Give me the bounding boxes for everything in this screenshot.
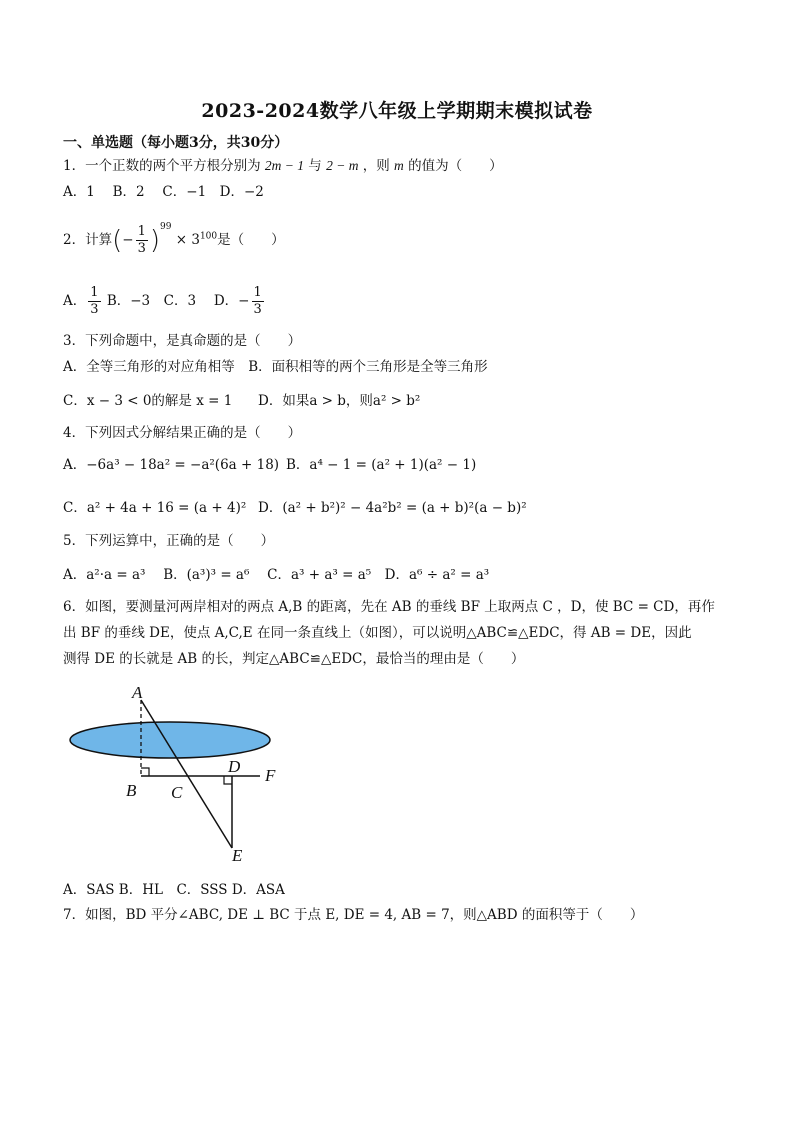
river-ellipse [70, 722, 270, 758]
label-a: A [132, 683, 143, 702]
question-6-line-1: 6．如图，要测量河两岸相对的两点 A,B 的距离，先在 AB 的垂线 BF 上取两点 C ，D，使 BC = CD，再作 [63, 599, 715, 615]
question-1-options: A．1 B．2 C．−1 D．−2 [63, 184, 264, 200]
question-6-line-2: 出 BF 的垂线 DE，使点 A,C,E 在同一条直线上（如图），可以说明△ABC≌△EDC，得 AB = DE，因此 [63, 625, 692, 641]
question-6-line-3: 测得 DE 的长就是 AB 的长，判定△ABC≌△EDC，最恰当的理由是（ ） [63, 651, 525, 667]
q1-text-a: 1．一个正数的两个平方根分别为 [63, 158, 261, 174]
question-5-options: A．a²·a = a³ B．(a³)³ = a⁶ C．a³ + a³ = a⁵ D．a⁶ ÷ a² = a³ [63, 567, 490, 583]
question-3-options-ab: A．全等三角形的对应角相等 B．面积相等的两个三角形是全等三角形 [63, 359, 488, 375]
label-f: F [265, 766, 276, 785]
section-heading: 一、单选题（每小题3分，共30分） [63, 135, 289, 151]
question-4-stem: 4．下列因式分解结果正确的是（ ） [63, 425, 302, 441]
q2-option-a-fraction: $\frac{1}{3}$ [90, 285, 99, 317]
question-4-option-c: C．a² + 4a + 16 = (a + 4)² [63, 500, 247, 516]
river-figure-svg [60, 680, 300, 870]
question-3-stem: 3．下列命题中，是真命题的是（ ） [63, 333, 302, 349]
q1-expr-1: 2m − 1 [264, 158, 304, 173]
q2-left-paren: ( [112, 225, 123, 256]
q2-exponent-1: 99 [160, 221, 172, 232]
river-figure [60, 680, 300, 870]
right-angle-d [224, 776, 232, 784]
q2-option-a-label: A． [63, 293, 87, 309]
question-3-option-d: D．如果a > b，则a² > b² [258, 393, 421, 409]
q2-options-bcd: B．−3 C．3 D．− [106, 293, 250, 309]
question-7-stem: 7．如图，BD 平分∠ABC, DE ⊥ BC 于点 E, DE = 4, AB = 7，则△ABD 的面积等于（ ） [63, 907, 644, 923]
question-4-option-d: D．(a² + b²)² − 4a²b² = (a + b)²(a − b)² [258, 500, 527, 516]
q2-exponent-2: 100 [199, 231, 218, 242]
q2-mult: × 3 [175, 232, 200, 248]
q2-right-paren: ) [149, 225, 160, 256]
q2-text-b: 是（ ） [217, 232, 285, 248]
q1-expr-2: 2 − m [326, 158, 359, 173]
q1-text-c: ，则 [362, 158, 390, 174]
question-2-stem: 2．计算(− $\frac{1}{3}$ )$^{99} \times 3^{100}$是（ ） [63, 221, 285, 256]
q2-fraction: $\frac{1}{3}$ [137, 224, 146, 256]
q2-option-d-fraction: $\frac{1}{3}$ [253, 285, 262, 317]
question-1-stem [63, 156, 503, 176]
q1-var: m [394, 158, 404, 173]
question-4-option-a: A．−6a³ − 18a² = −a²(6a + 18) [63, 457, 280, 473]
q1-text-b: 与 [308, 158, 322, 174]
q2-text-a: 2．计算 [63, 232, 113, 248]
label-e: E [232, 846, 243, 865]
question-2-options [63, 285, 266, 318]
label-c: C [171, 783, 183, 802]
question-4-option-b: B．a⁴ − 1 = (a² + 1)(a² − 1) [286, 457, 477, 473]
question-3-option-c: C．x − 3 < 0的解是 x = 1 [63, 393, 233, 409]
question-5-stem: 5．下列运算中，正确的是（ ） [63, 533, 275, 549]
question-6-options: A．SAS B．HL C．SSS D．ASA [63, 882, 285, 898]
q1-text-d: 的值为（ ） [408, 158, 503, 174]
page-title: 2023-2024数学八年级上学期期末模拟试卷 [201, 100, 593, 122]
right-angle-b [141, 768, 149, 776]
label-b: B [126, 781, 137, 800]
label-d: D [228, 757, 241, 776]
